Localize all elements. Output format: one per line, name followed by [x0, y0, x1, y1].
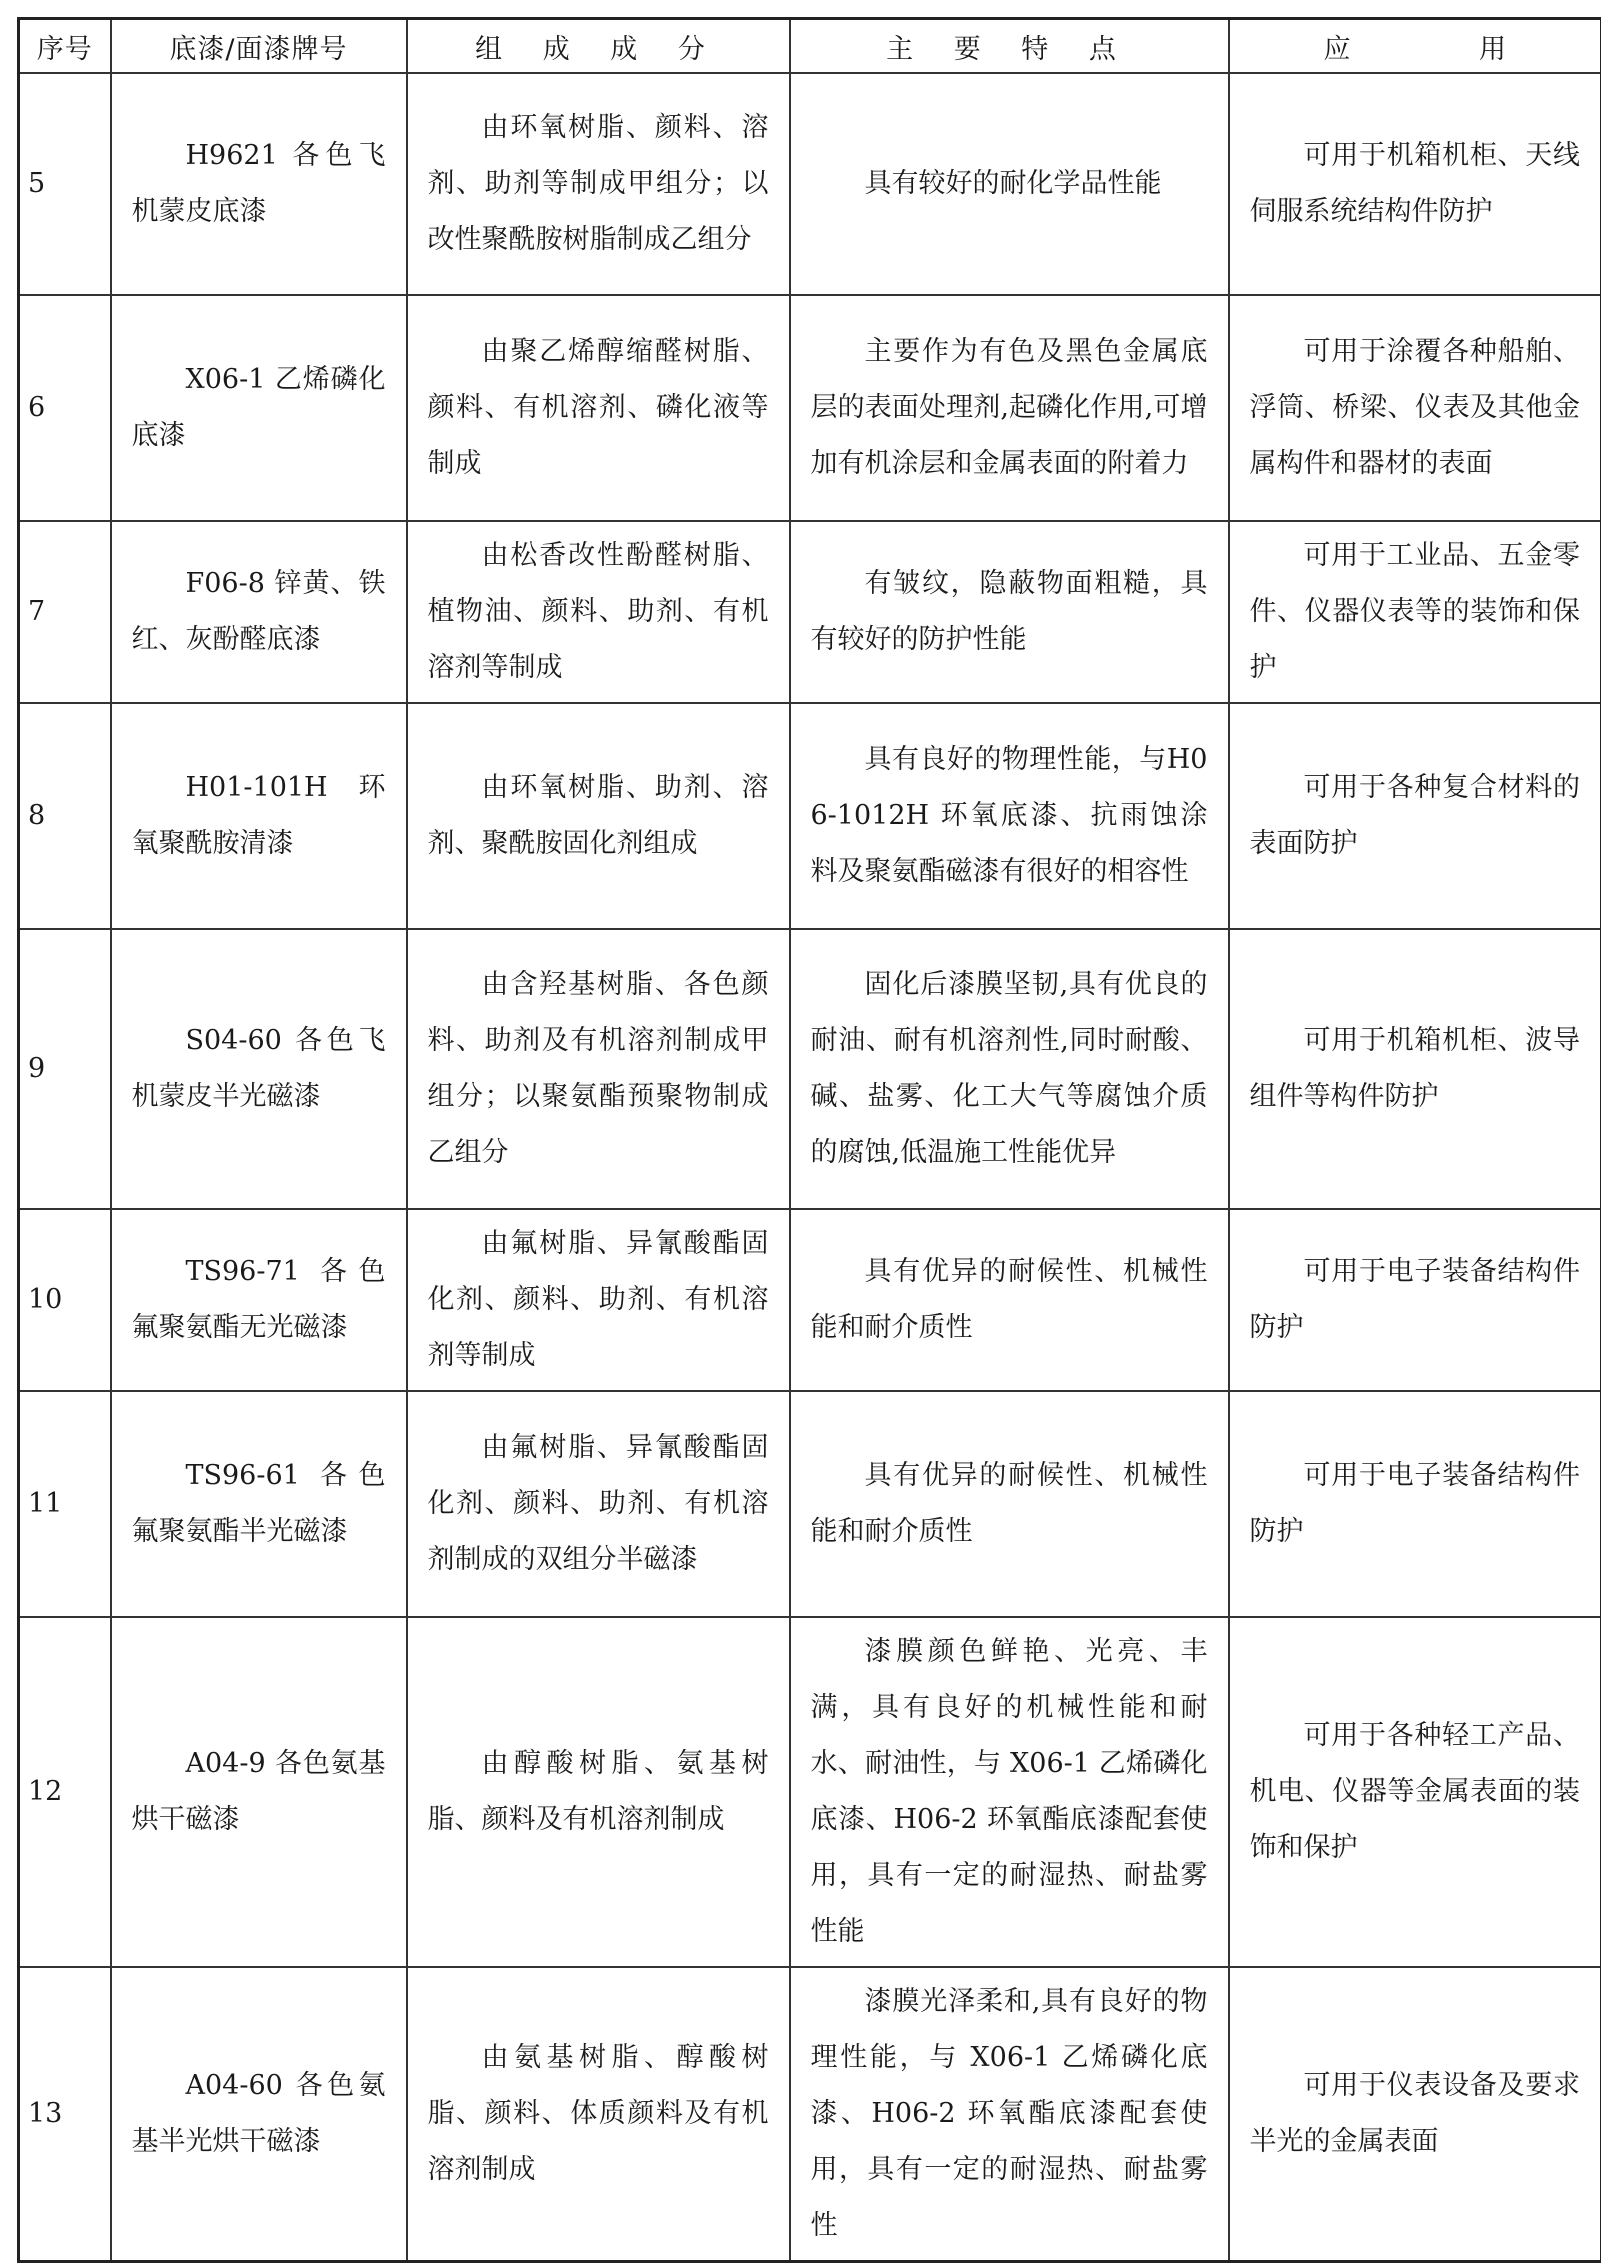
table-row [19, 929, 1601, 1209]
application-cell [1229, 1617, 1601, 1967]
features-cell [790, 73, 1229, 295]
paint-name-cell [111, 929, 407, 1209]
paint-name-cell [111, 1967, 407, 2262]
row-index: 11 [19, 1391, 111, 1617]
application: 可用于仪表设备及要求半光的金属表面 [1250, 2058, 1581, 2170]
table-row [19, 1209, 1601, 1391]
application: 可用于工业品、五金零件、仪器仪表等的装饰和保护 [1250, 528, 1581, 696]
table-row [19, 703, 1601, 929]
composition: 由氨基树脂、醇酸树脂、颜料、体质颜料及有机溶剂制成 [428, 2030, 769, 2198]
composition: 由聚乙烯醇缩醛树脂、颜料、有机溶剂、磷化液等制成 [428, 324, 769, 492]
paint-name-cell [111, 1617, 407, 1967]
features-cell [790, 929, 1229, 1209]
table-row [19, 295, 1601, 521]
composition: 由氟树脂、异氰酸酯固化剂、颜料、助剂、有机溶剂等制成 [428, 1216, 769, 1384]
application-cell [1229, 521, 1601, 703]
row-index: 10 [19, 1209, 111, 1391]
application: 可用于涂覆各种船舶、浮筒、桥梁、仪表及其他金属构件和器材的表面 [1250, 324, 1581, 492]
composition-cell [407, 1967, 790, 2262]
features-cell [790, 521, 1229, 703]
row-index: 12 [19, 1617, 111, 1967]
composition: 由松香改性酚醛树脂、植物油、颜料、助剂、有机溶剂等制成 [428, 528, 769, 696]
paint-name: TS96-71 各色氟聚氨酯无光磁漆 [132, 1244, 386, 1356]
paint-name-cell [111, 521, 407, 703]
header-composition: 组 成 成 分 [407, 19, 790, 74]
row-index: 9 [19, 929, 111, 1209]
application: 可用于各种轻工产品、机电、仪器等金属表面的装饰和保护 [1250, 1708, 1581, 1876]
application-cell [1229, 929, 1601, 1209]
features: 有皱纹，隐蔽物面粗糙，具有较好的防护性能 [811, 556, 1208, 668]
features-cell [790, 1967, 1229, 2262]
paint-name: S04-60 各色飞机蒙皮半光磁漆 [132, 1013, 386, 1125]
application-cell [1229, 703, 1601, 929]
composition-cell [407, 73, 790, 295]
paint-name-cell [111, 73, 407, 295]
table-row [19, 1391, 1601, 1617]
paint-name-cell [111, 295, 407, 521]
paint-name: A04-9 各色氨基烘干磁漆 [132, 1736, 386, 1848]
composition-cell [407, 929, 790, 1209]
table-row [19, 1967, 1601, 2262]
row-index: 7 [19, 521, 111, 703]
application-cell [1229, 73, 1601, 295]
features: 固化后漆膜坚韧,具有优良的耐油、耐有机溶剂性,同时耐酸、碱、盐雾、化工大气等腐蚀介质的腐蚀,低温施工性能优异 [811, 957, 1208, 1181]
features: 具有优异的耐候性、机械性能和耐介质性 [811, 1244, 1208, 1356]
composition-cell [407, 295, 790, 521]
application-cell [1229, 295, 1601, 521]
header-row [19, 19, 1601, 74]
composition: 由环氧树脂、颜料、溶剂、助剂等制成甲组分；以改性聚酰胺树脂制成乙组分 [428, 100, 769, 268]
features-cell [790, 1391, 1229, 1617]
composition-cell [407, 1209, 790, 1391]
header-application: 应 用 [1229, 19, 1601, 74]
header-paint-name: 底漆/面漆牌号 [111, 19, 407, 74]
header-features: 主 要 特 点 [790, 19, 1229, 74]
application-cell [1229, 1209, 1601, 1391]
composition-cell [407, 1391, 790, 1617]
table-header [19, 19, 1601, 74]
application-cell [1229, 1391, 1601, 1617]
header-index: 序号 [19, 19, 111, 74]
paint-name-cell [111, 1209, 407, 1391]
application: 可用于机箱机柜、波导组件等构件防护 [1250, 1013, 1581, 1125]
features: 主要作为有色及黑色金属底层的表面处理剂,起磷化作用,可增加有机涂层和金属表面的附着力 [811, 324, 1208, 492]
application: 可用于电子装备结构件防护 [1250, 1448, 1581, 1560]
table-row [19, 73, 1601, 295]
table-body [19, 73, 1601, 2262]
features: 具有优异的耐候性、机械性能和耐介质性 [811, 1448, 1208, 1560]
composition-cell [407, 521, 790, 703]
composition: 由氟树脂、异氰酸酯固化剂、颜料、助剂、有机溶剂制成的双组分半磁漆 [428, 1420, 769, 1588]
paint-name: H01-101H 环氧聚酰胺清漆 [132, 760, 386, 872]
paint-name-cell [111, 703, 407, 929]
paint-name-cell [111, 1391, 407, 1617]
table-row [19, 1617, 1601, 1967]
features-cell [790, 1617, 1229, 1967]
composition: 由含羟基树脂、各色颜料、助剂及有机溶剂制成甲组分；以聚氨酯预聚物制成乙组分 [428, 957, 769, 1181]
application-cell [1229, 1967, 1601, 2262]
row-index: 6 [19, 295, 111, 521]
paint-name: H9621 各色飞机蒙皮底漆 [132, 128, 386, 240]
coating-table-page [17, 17, 1600, 2263]
application: 可用于机箱机柜、天线伺服系统结构件防护 [1250, 128, 1581, 240]
coating-spec-table [17, 17, 1601, 2263]
composition-cell [407, 703, 790, 929]
application: 可用于电子装备结构件防护 [1250, 1244, 1581, 1356]
composition-cell [407, 1617, 790, 1967]
features-cell [790, 703, 1229, 929]
features: 具有良好的物理性能，与H06-1012H 环氧底漆、抗雨蚀涂料及聚氨酯磁漆有很好的相容性 [811, 732, 1208, 900]
row-index: 8 [19, 703, 111, 929]
features: 具有较好的耐化学品性能 [811, 156, 1208, 212]
row-index: 5 [19, 73, 111, 295]
paint-name: TS96-61 各色氟聚氨酯半光磁漆 [132, 1448, 386, 1560]
paint-name: X06-1 乙烯磷化底漆 [132, 352, 386, 464]
row-index: 13 [19, 1967, 111, 2262]
features: 漆膜颜色鲜艳、光亮、丰满，具有良好的机械性能和耐水、耐油性，与 X06-1 乙烯磷化底漆、H06-2 环氧酯底漆配套使用，具有一定的耐湿热、耐盐雾性能 [811, 1624, 1208, 1960]
features: 漆膜光泽柔和,具有良好的物理性能，与 X06-1 乙烯磷化底漆、H06-2 环氧酯底漆配套使用，具有一定的耐湿热、耐盐雾性 [811, 1974, 1208, 2254]
composition: 由醇酸树脂、氨基树脂、颜料及有机溶剂制成 [428, 1736, 769, 1848]
composition: 由环氧树脂、助剂、溶剂、聚酰胺固化剂组成 [428, 760, 769, 872]
table-row [19, 521, 1601, 703]
paint-name: F06-8 锌黄、铁红、灰酚醛底漆 [132, 556, 386, 668]
features-cell [790, 1209, 1229, 1391]
application: 可用于各种复合材料的表面防护 [1250, 760, 1581, 872]
paint-name: A04-60 各色氨基半光烘干磁漆 [132, 2058, 386, 2170]
features-cell [790, 295, 1229, 521]
